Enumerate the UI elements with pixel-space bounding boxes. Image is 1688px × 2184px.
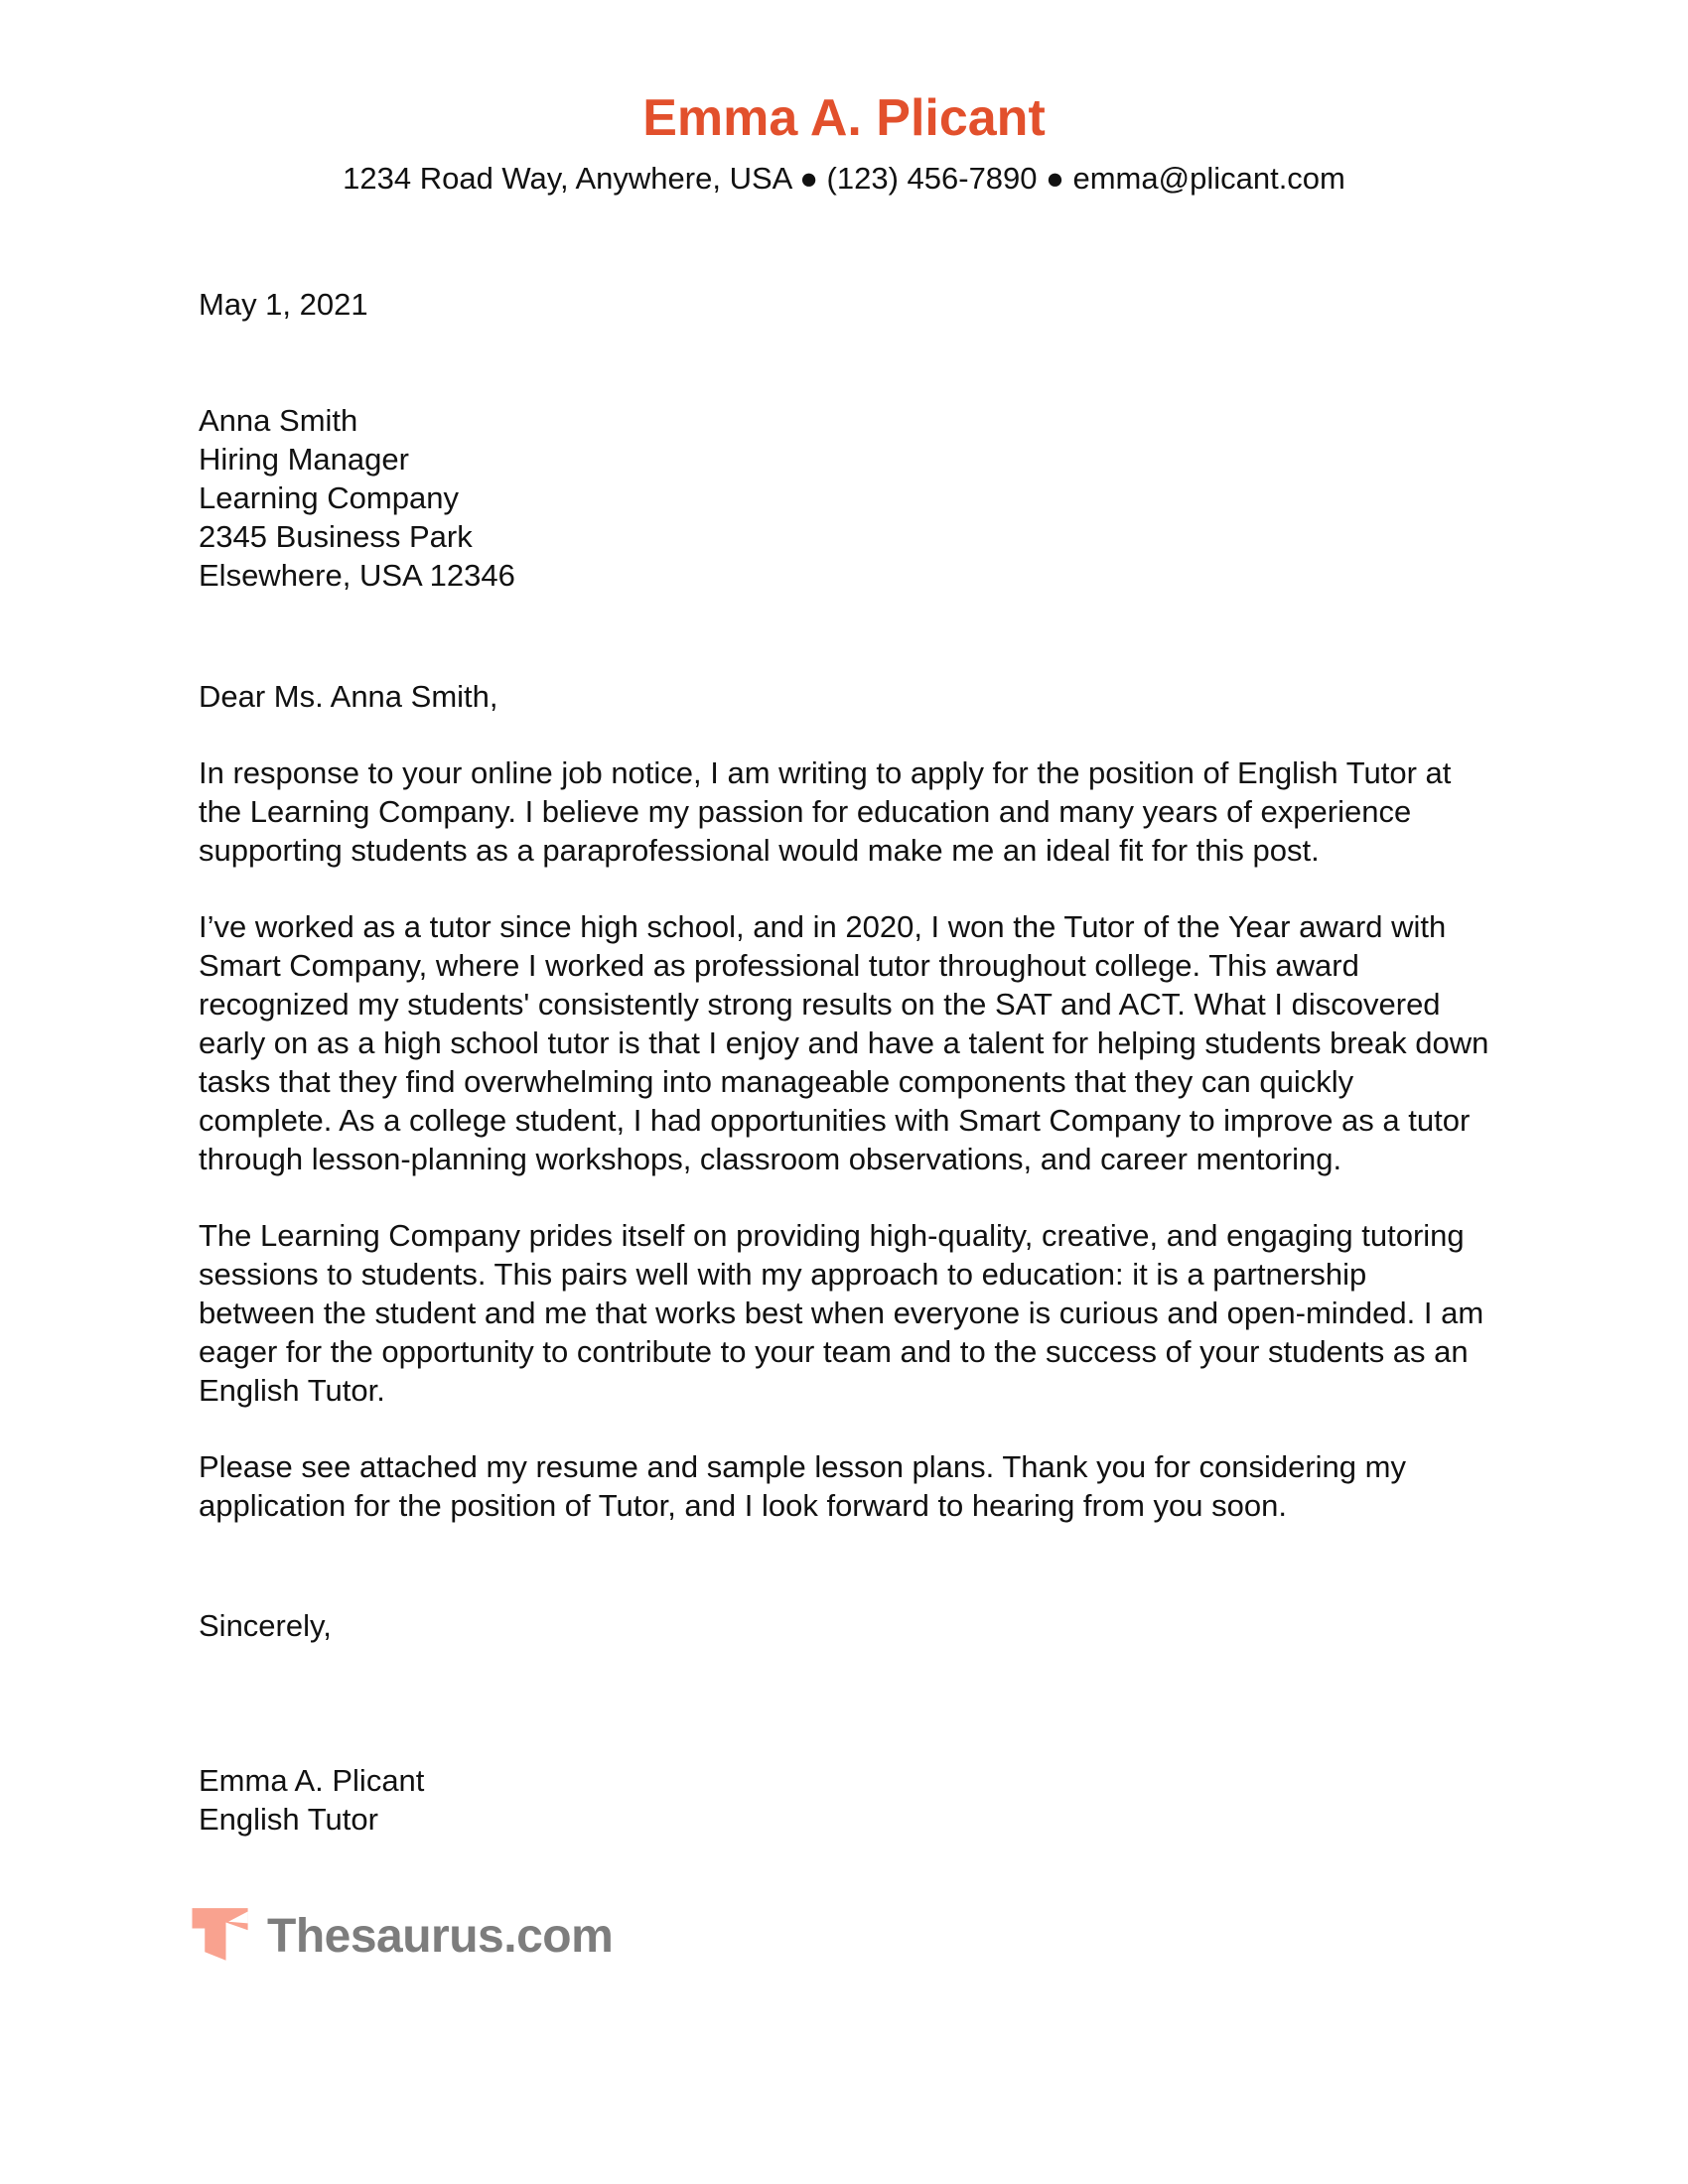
salutation: Dear Ms. Anna Smith, [199,678,498,714]
thesaurus-logo-icon [184,1904,251,1970]
letter-header [0,0,1688,198]
body-paragraph-3: The Learning Company prides itself on providing high-quality, creative, and engaging tutoring sessions to students. This pairs well with my approach to education: it is a partnership between the student and me that works best when everyone is curious and open-minded. I am eager for the opportunity to contribute to your team and to the success of your students as an English Tutor. [199,1217,1484,1408]
recipient-title: Hiring Manager [199,441,409,477]
letter-body [0,285,1688,1839]
recipient-city: Elsewhere, USA 12346 [199,557,515,593]
body-paragraph-4: Please see attached my resume and sample lesson plans. Thank you for considering my application for the position of Tutor, and I look forward to hearing from you soon. [199,1448,1406,1523]
recipient-company: Learning Company [199,479,459,515]
body-paragraph-2: I’ve worked as a tutor since high school, and in 2020, I won the Tutor of the Year award with Smart Company, where I worked as professional tutor throughout college. This award recognized my students' consistently strong results on the SAT and ACT. What I discovered early on as a high school tutor is that I enjoy and have a talent for helping students break down tasks that they find overwhelming into manageable components that they can quickly complete. As a college student, I had opportunities with Smart Company to improve as a tutor through lesson-planning workshops, classroom observations, and career mentoring. [199,908,1489,1176]
footer-logo [0,1904,1688,1970]
closing: Sincerely, [199,1607,332,1643]
body-paragraph-1: In response to your online job notice, I am writing to apply for the position of English Tutor at the Learning Company. I believe my passion for education and many years of experience supporting students as a paraprofessional would make me an ideal fit for this post. [199,754,1452,868]
signature-name: Emma A. Plicant [199,1762,425,1798]
recipient-name: Anna Smith [199,402,358,438]
thesaurus-logo-text: Thesaurus.com [267,1910,614,1964]
letter-date: May 1, 2021 [199,286,368,322]
contact-line: 1234 Road Way, Anywhere, USA ● (123) 456-7890 ● emma@plicant.com [343,160,1345,196]
recipient-block [199,401,1489,595]
signature-block [199,1761,1489,1839]
signature-title: English Tutor [199,1801,378,1837]
applicant-name: Emma A. Plicant [642,89,1046,147]
recipient-street: 2345 Business Park [199,518,473,554]
